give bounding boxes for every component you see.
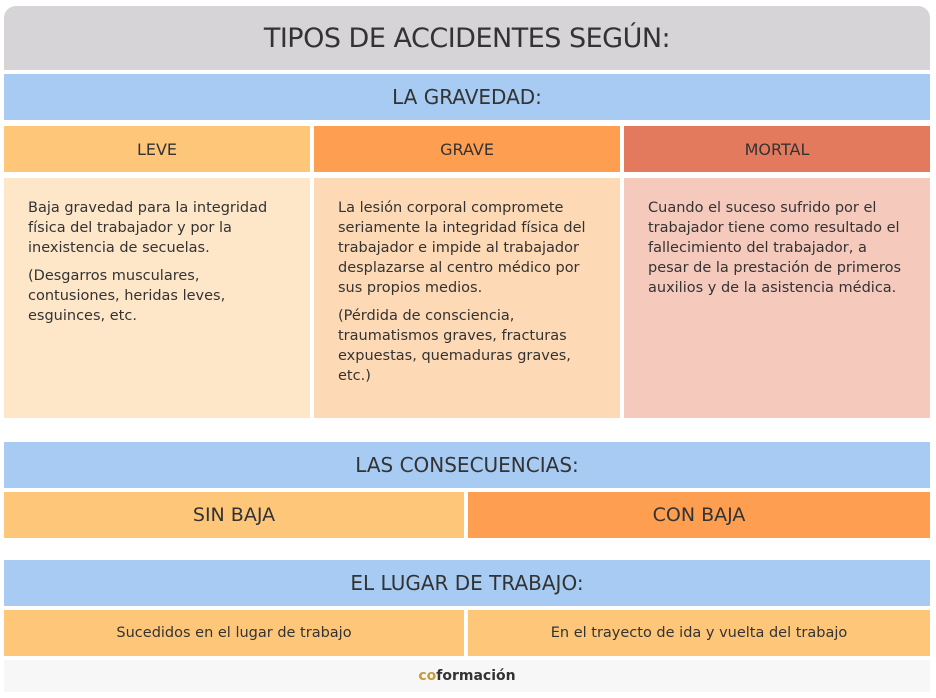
trayecto: En el trayecto de ida y vuelta del trabajo xyxy=(468,610,930,656)
page-title: TIPOS DE ACCIDENTES SEGÚN: xyxy=(4,6,930,70)
sin-baja: SIN BAJA xyxy=(4,492,464,538)
gravedad-heading: LA GRAVEDAD: xyxy=(4,74,930,120)
consecuencias-heading: LAS CONSECUENCIAS: xyxy=(4,442,930,488)
leve-examples: (Desgarros musculares, contusiones, heridas leves, esguinces, etc. xyxy=(28,268,226,324)
mortal-text: Cuando el suceso sufrido por el trabajador tiene como resultado el fallecimiento del trabajador, a pesar de la prestación de primeros auxilios y de la asistencia médica. xyxy=(648,200,901,296)
leve-header: LEVE xyxy=(4,126,310,172)
grave-header: GRAVE xyxy=(314,126,620,172)
grave-examples: (Pérdida de consciencia, traumatismos graves, fracturas expuestas, quemaduras graves, etc.) xyxy=(338,308,571,384)
grave-description xyxy=(314,178,620,418)
mortal-description xyxy=(624,178,930,418)
coformacion-logo xyxy=(4,660,930,692)
grave-text: La lesión corporal compromete seriamente la integridad física del trabajador e impide al trabajador desplazarse al centro médico por sus propios medios. xyxy=(338,200,586,296)
lugar-heading: EL LUGAR DE TRABAJO: xyxy=(4,560,930,606)
logo-co: co xyxy=(418,668,437,684)
logo-formacion: formación xyxy=(436,668,516,684)
leve-text: Baja gravedad para la integridad física del trabajador y por la inexistencia de secuelas. xyxy=(28,200,268,256)
lugar-trabajo: Sucedidos en el lugar de trabajo xyxy=(4,610,464,656)
mortal-header: MORTAL xyxy=(624,126,930,172)
leve-description xyxy=(4,178,310,418)
con-baja: CON BAJA xyxy=(468,492,930,538)
